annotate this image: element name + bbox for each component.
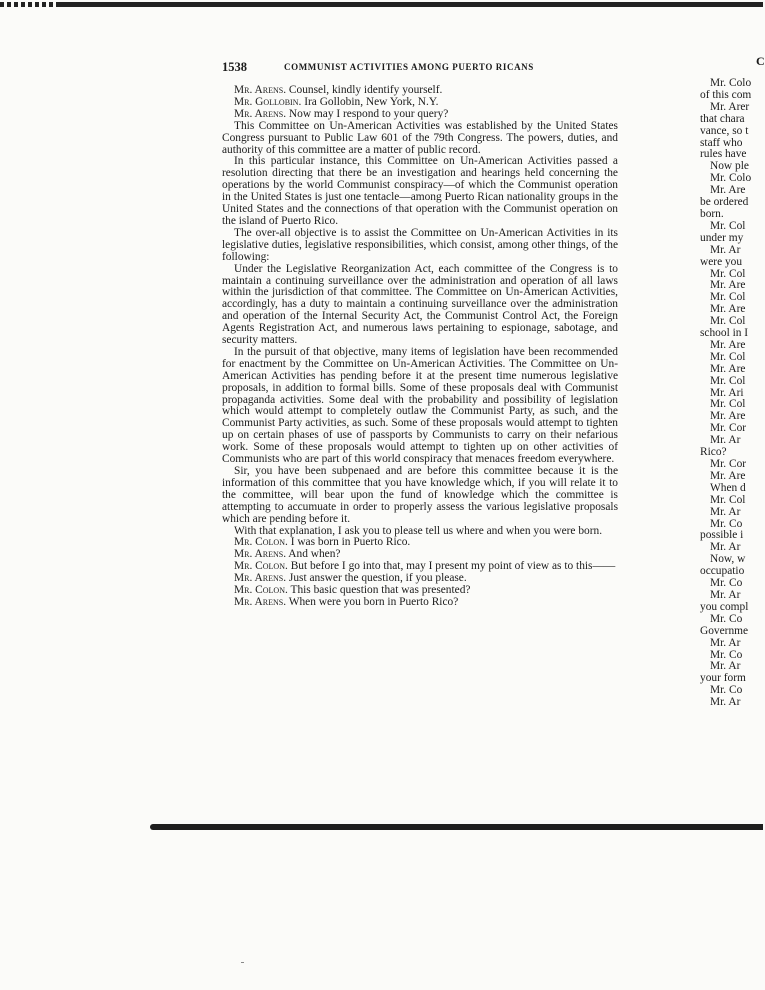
clipped-line: Mr. Colo <box>710 77 752 89</box>
corner-mark: C <box>756 54 765 68</box>
paragraph-text: With that explanation, I ask you to please tell us where and when you were born. <box>234 524 603 537</box>
clipped-line: Mr. Ar <box>710 696 741 709</box>
clipped-line: Mr. Col <box>710 267 746 280</box>
body-paragraph <box>222 156 618 227</box>
running-head: COMMUNIST ACTIVITIES AMONG PUERTO RICANS <box>284 62 534 72</box>
paragraph-text: In the pursuit of that objective, many items of legislation have been recommended for enactment by the Committee on Un-American Activities. The Committee on Un-American Activities has pending before it at the present time numerous legislative proposals, in addition to formal bills. Some of these proposals deal with Communist propaganda activities. Some deal with the probability and possibility of legislation which would attempt to completely outlaw the Communist Party, as such, and the Communist Party activities, as such. Some of these proposals would attempt to tighten up on certain phases of use of passports by Communists to carry on their nefarious work. Some of these proposals would attempt to tighten up on other activities of Communists who are part of this world conspiracy that menaces freedom everywhere. <box>222 345 618 466</box>
paragraph-text: When were you born in Puerto Rico? <box>288 595 459 608</box>
clipped-line: Mr. Col <box>710 315 746 328</box>
page-number: 1538 <box>222 60 247 74</box>
clipped-line: Now, w <box>710 553 746 566</box>
speaker-name: Mr. Colon. <box>234 536 288 549</box>
clipped-line: Mr. Arer <box>710 100 750 113</box>
clipped-line: Mr. Are <box>710 279 746 292</box>
paragraph-text: In this particular instance, this Committee on Un-American Activities passed a resolution directing that there be an investigation and hearings held concerning the operations by the world Communist conspiracy—of which the Communist operation in the United States is just one tentacle—among Puerto Rican nationality groups in the United States and the connections of that operation with the Communist operation on the island of Puerto Rico. <box>222 155 618 227</box>
top-border-mark <box>0 2 60 7</box>
clipped-line: Mr. Colo <box>710 172 752 185</box>
clipped-line: Mr. Ar <box>710 505 741 518</box>
paragraph-text: And when? <box>288 548 341 561</box>
body-paragraph <box>222 228 618 264</box>
clipped-line: Mr. Co <box>710 648 743 661</box>
paragraph-text: Now may I respond to your query? <box>288 107 449 120</box>
speaker-name: Mr. Arens. <box>234 84 287 96</box>
body-paragraph <box>222 466 618 526</box>
clipped-line: Mr. Are <box>710 469 746 482</box>
top-border-rule <box>0 2 763 7</box>
paragraph-text: I was born in Puerto Rico. <box>290 536 411 549</box>
clipped-line: under my <box>700 231 744 244</box>
speaker-name: Mr. Arens. <box>234 572 287 585</box>
clipped-line: occupatio <box>700 565 745 578</box>
clipped-line: born. <box>700 207 724 220</box>
clipped-line: Mr. Col <box>710 219 746 232</box>
speaker-name: Mr. Colon. <box>234 560 288 573</box>
clipped-line: Mr. Ar <box>710 588 741 601</box>
paragraph-text: Counsel, kindly identify yourself. <box>288 84 443 96</box>
body-paragraph <box>222 121 618 157</box>
clipped-line: staff who <box>700 136 743 149</box>
body-paragraph <box>222 264 618 347</box>
clipped-line: When d <box>710 481 746 494</box>
clipped-line: that chara <box>700 112 745 125</box>
right-text-column-clipped <box>700 78 763 748</box>
clipped-line: Mr. Col <box>710 493 746 506</box>
clipped-line: Mr. Are <box>710 303 746 316</box>
page-header <box>222 60 622 76</box>
clipped-line: Mr. Co <box>710 684 743 697</box>
clipped-line: vance, so t <box>700 124 749 137</box>
speaker-name: Mr. Arens. <box>234 548 287 561</box>
paragraph-text: Ira Gollobin, New York, N.Y. <box>304 95 439 108</box>
clipped-line: Mr. Cor <box>710 458 747 470</box>
clipped-line: Now ple <box>710 160 749 173</box>
clipped-line: Mr. Ar <box>710 541 741 554</box>
clipped-line: Mr. Are <box>710 184 746 197</box>
clipped-line: Mr. Are <box>710 410 746 423</box>
speaker-name: Mr. Arens. <box>234 107 287 120</box>
clipped-line: Mr. Ar <box>710 636 741 649</box>
clipped-line: school in I <box>700 327 749 340</box>
paragraph-text: Under the Legislative Reorganization Act, each committee of the Congress is to maintain a continuing surveillance over the administration and operation of all laws within the jurisdiction of that committee. The Committee on Un-American Activities, accordingly, has a duty to maintain a continuing surveillance over the administration and operation of the Internal Security Act, the Communist Control Act, the Foreign Agents Registration Act, and numerous laws pertaining to espionage, sabotage, and security matters. <box>222 262 618 347</box>
clipped-line: you compl <box>700 600 749 613</box>
left-text-column <box>222 85 618 609</box>
clipped-line: Mr. Col <box>710 291 746 304</box>
speaker-name: Mr. Arens. <box>234 595 287 608</box>
clipped-line: Mr. Col <box>710 374 746 387</box>
clipped-line: Mr. Cor <box>710 422 747 435</box>
paragraph-text: Just answer the question, if you please. <box>288 572 467 585</box>
clipped-line: Mr. Ar <box>710 434 741 447</box>
clipped-line: were you <box>700 255 743 268</box>
clipped-line: Mr. Ar <box>710 243 741 256</box>
clipped-line: Mr. Ari <box>710 386 744 399</box>
paragraph-text: Sir, you have been subpenaed and are before this committee because it is the information of this committee that you have knowledge which, if you will relate it to the committee, will bear upon the fund of knowledge which the committee is attempting to accumuate in order to properly assess the various legislative proposals which are pending before it. <box>222 465 618 525</box>
speaker-name: Mr. Colon. <box>234 584 288 597</box>
scan-speck <box>241 962 244 963</box>
clipped-line: Mr. Col <box>710 350 746 363</box>
paragraph-text: The over-all objective is to assist the Committee on Un-American Activities in its legislative duties, legislative responsibilities, which consist, among other things, of the following: <box>222 226 618 263</box>
clipped-line: possible i <box>700 529 744 542</box>
clipped-line: Mr. Are <box>710 338 746 351</box>
clipped-line: Mr. Col <box>710 398 746 411</box>
clipped-line: Governme <box>700 624 749 637</box>
clipped-line: Mr. Are <box>710 362 746 375</box>
clipped-line: rules have <box>700 148 747 161</box>
clipped-line: Mr. Co <box>710 517 743 530</box>
clipped-line: Mr. Co <box>710 612 743 625</box>
clipped-line: Mr. Co <box>710 577 743 590</box>
clipped-line: be ordered <box>700 196 749 209</box>
clipped-line: Mr. Ar <box>710 660 741 673</box>
paragraph-text: This basic question that was presented? <box>290 584 471 597</box>
dialogue-line <box>222 597 618 609</box>
speaker-name: Mr. Gollobin. <box>234 95 302 108</box>
paragraph-text: But before I go into that, may I present my point of view as to this—— <box>290 560 616 573</box>
clipped-line: of this com <box>700 88 752 101</box>
clipped-line: your form <box>700 672 746 685</box>
body-paragraph <box>222 347 618 466</box>
clipped-line: Rico? <box>700 446 727 459</box>
paragraph-text: This Committee on Un-American Activities was established by the United States Congress pursuant to Public Law 601 of the 79th Congress. The powers, duties, and authority of this committee are a matter of public record. <box>222 119 618 156</box>
bottom-page-edge <box>150 824 763 830</box>
